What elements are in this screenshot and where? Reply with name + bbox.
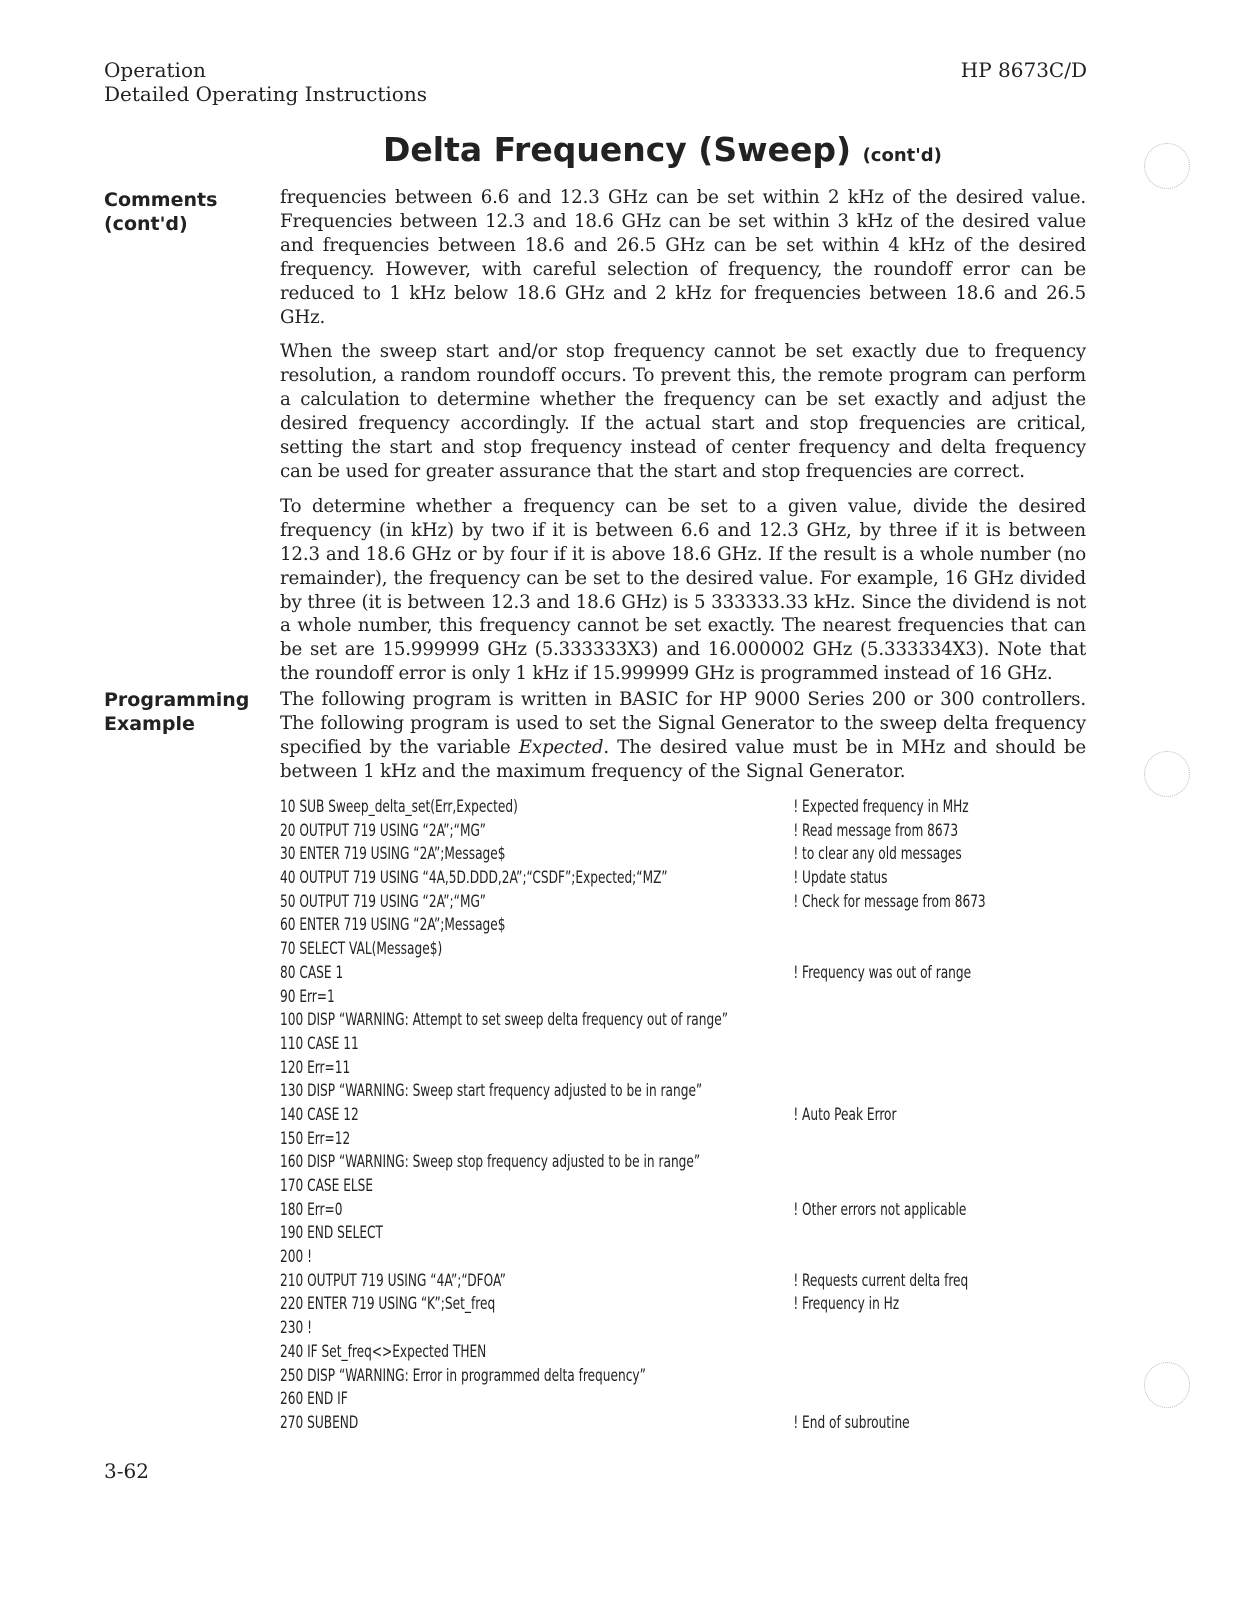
code-line [280,1056,1084,1080]
code-statement: 240 IF Set_freq<>Expected THEN [280,1341,487,1361]
code-line [280,985,1084,1009]
code-statement: 60 ENTER 719 USING “2A”;Message$ [280,915,506,935]
code-statement: 210 OUTPUT 719 USING “4A”;“DFOA” [280,1270,506,1290]
code-line [280,1387,1084,1411]
code-statement: 110 CASE 11 [280,1033,359,1053]
programming-intro-paragraph [280,688,1086,784]
code-comment: ! Auto Peak Error [793,1104,897,1124]
code-statement: 130 DISP “WARNING: Sweep start frequency adjusted to be in range” [280,1081,703,1101]
basic-program-listing [280,795,1084,1435]
code-line [280,1340,1084,1364]
code-line [280,961,1084,985]
code-line [280,1316,1084,1340]
comments-paragraph: frequencies between 6.6 and 12.3 GHz can be set within 2 kHz of the desired value. Frequencies between 12.3 and 18.6 GHz can be set within 3 kHz of the desired value and frequencies between 18.6 and 26.5 GHz can be set within 4 kHz of the desired frequency. However, with careful selection of frequency, the roundoff error can be reduced to 1 kHz below 18.6 GHz and 2 kHz for frequencies between 18.6 and 26.5 GHz. [280,187,1086,328]
code-comment: ! End of subroutine [793,1412,910,1432]
code-statement: 100 DISP “WARNING: Attempt to set sweep delta frequency out of range” [280,1010,729,1030]
comments-heading-line1: Comments [104,189,218,211]
code-statement: 30 ENTER 719 USING “2A”;Message$ [280,844,506,864]
programming-heading-line1: Programming [104,689,250,711]
code-comment: ! Other errors not applicable [793,1199,967,1219]
code-statement: 200 ! [280,1247,312,1267]
code-statement: 170 CASE ELSE [280,1176,374,1195]
code-statement: 70 SELECT VAL(Message$) [280,939,443,959]
header-model-number: HP 8673C/D [960,58,1087,82]
code-line [280,890,1084,914]
code-statement: 220 ENTER 719 USING “K”;Set_freq [280,1294,496,1314]
code-statement: 190 END SELECT [280,1223,383,1243]
comments-heading [104,188,217,236]
code-statement: 230 ! [280,1318,312,1338]
code-statement: 270 SUBEND [280,1412,359,1432]
intro-text-part1: The following program is written in BASIC for HP 9000 Series 200 or 300 controllers. The following program is used to set the Signal Generator to the sweep delta frequency specified by the variable [280,689,1086,758]
binder-hole-mark [1144,1362,1190,1408]
code-statement: 40 OUTPUT 719 USING “4A,5D.DDD,2A”;“CSDF”;Expected;“MZ” [280,868,668,888]
programming-intro [280,688,1086,795]
code-line [280,1269,1084,1293]
comments-heading-line2: (cont'd) [104,213,188,235]
header-chapter: Operation [104,58,206,82]
code-comment: ! Frequency was out of range [793,962,972,982]
code-line [280,1127,1084,1151]
code-statement: 180 Err=0 [280,1199,343,1219]
code-line [280,1008,1084,1032]
code-statement: 20 OUTPUT 719 USING “2A”;“MG” [280,820,486,840]
code-line [280,1032,1084,1056]
programming-example-heading [104,688,249,736]
code-line [280,1103,1084,1127]
code-statement: 80 CASE 1 [280,962,344,982]
code-comment: ! Expected frequency in MHz [793,797,969,816]
binder-hole-mark [1144,751,1190,797]
code-comment: ! Read message from 8673 [793,820,959,840]
code-line [280,913,1084,937]
running-header-section [104,58,427,106]
page-title-contd: (cont'd) [862,145,942,166]
code-comment: ! Frequency in Hz [793,1294,900,1314]
header-subsection: Detailed Operating Instructions [104,82,427,106]
code-statement: 10 SUB Sweep_delta_set(Err,Expected) [280,797,518,816]
code-statement: 50 OUTPUT 719 USING “2A”;“MG” [280,891,486,911]
code-statement: 120 Err=11 [280,1057,351,1077]
code-line [280,842,1084,866]
code-line [280,795,1084,819]
intro-variable-name: Expected [518,736,604,758]
code-line [280,1245,1084,1269]
code-statement: 250 DISP “WARNING: Error in programmed delta frequency” [280,1365,646,1385]
code-statement: 150 Err=12 [280,1128,351,1148]
page-number: 3-62 [104,1459,149,1483]
code-statement: 260 END IF [280,1389,348,1409]
comments-paragraph: To determine whether a frequency can be set to a given value, divide the desired frequency (in kHz) by two if it is between 6.6 and 12.3 GHz, by three if it is between 12.3 and 18.6 GHz or by four if it is above 18.6 GHz. If the result is a whole number (no remainder), the frequency can be set to the desired value. For example, 16 GHz divided by three (it is between 12.3 and 18.6 GHz) is 5 333333.33 kHz. Since the dividend is not a whole number, this frequency cannot be set exactly. The nearest frequencies that can be set are 15.999999 GHz (5.333333X3) and 16.000002 GHz (5.333334X3). Note that the roundoff error is only 1 kHz if 15.999999 GHz is programmed instead of 16 GHz. [280,495,1086,685]
code-statement: 90 Err=1 [280,986,335,1006]
page-title-main: Delta Frequency (Sweep) [383,130,852,169]
code-line [280,1411,1084,1435]
code-line [280,937,1084,961]
code-line [280,866,1084,890]
code-comment: ! Update status [793,868,888,888]
binder-hole-mark [1144,143,1190,189]
comments-body [280,186,1086,697]
page-title [383,128,942,178]
code-line [280,1198,1084,1222]
code-line [280,1364,1084,1388]
comments-paragraph: When the sweep start and/or stop frequency cannot be set exactly due to frequency resolution, a random roundoff occurs. To prevent this, the remote program can perform a calculation to determine whether the frequency can be set exactly and adjust the desired frequency accordingly. If the actual start and stop frequencies are critical, setting the start and stop frequency instead of center frequency and delta frequency can be used for greater assurance that the start and stop frequencies are correct. [280,341,1086,482]
code-line [280,1174,1084,1198]
code-statement: 140 CASE 12 [280,1104,359,1124]
code-comment: ! to clear any old messages [793,844,962,864]
code-statement: 160 DISP “WARNING: Sweep stop frequency adjusted to be in range” [280,1152,701,1172]
code-comment: ! Requests current delta freq [793,1270,969,1290]
code-line [280,1221,1084,1245]
code-line [280,1150,1084,1174]
code-comment: ! Check for message from 8673 [793,891,986,911]
code-line [280,1079,1084,1103]
code-line [280,819,1084,843]
programming-heading-line2: Example [104,713,195,735]
code-line [280,1292,1084,1316]
intro-text-part2: . The desired value must be in MHz and should be between 1 kHz and the maximum frequency of the Signal Generator. [280,736,1086,782]
